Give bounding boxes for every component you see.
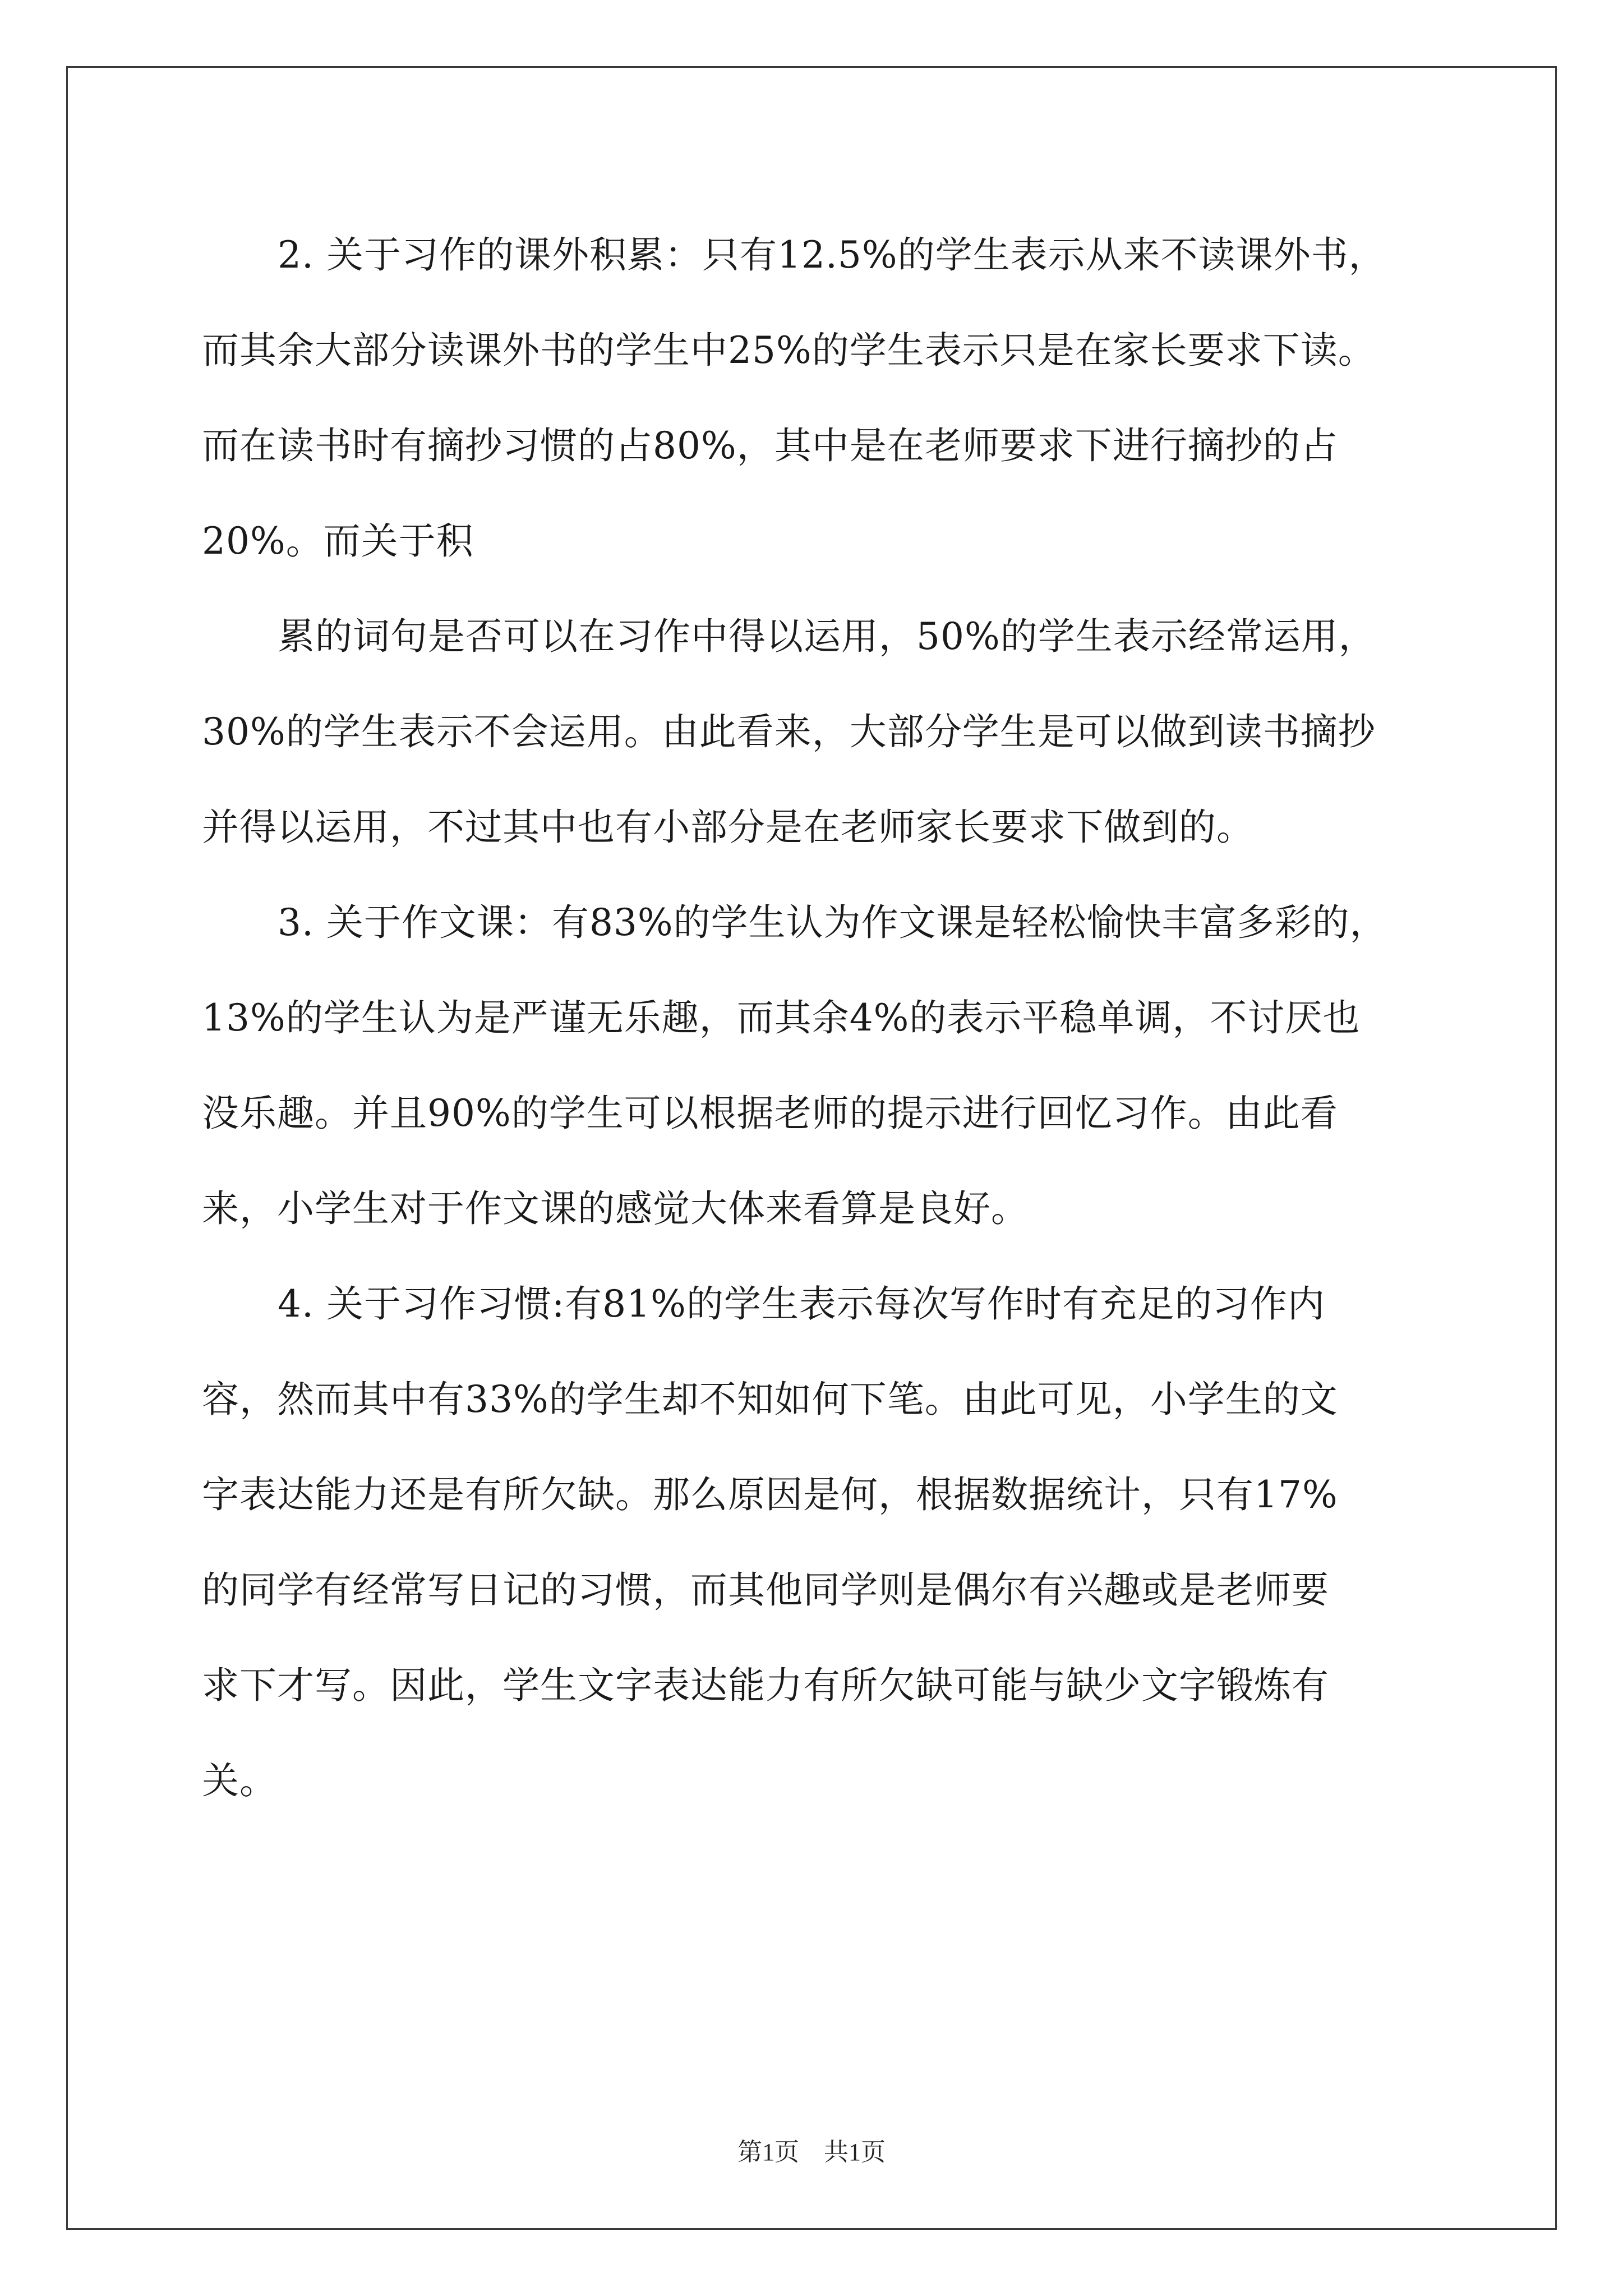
paragraph-2b-line-2: 30%的学生表示不会运用。由此看来，大部分学生是可以做到读书摘抄 <box>202 710 1376 753</box>
paragraph-2b-line-3: 并得以运用，不过其中也有小部分是在老师家长要求下做到的。 <box>202 806 1254 849</box>
page-number-footer: 第1页 共1页 <box>737 2138 886 2166</box>
paragraph-2-line-3: 而在读书时有摘抄习惯的占80%，其中是在老师要求下进行摘抄的占 <box>202 424 1338 467</box>
paragraph-3-line-3: 没乐趣。并且90%的学生可以根据老师的提示进行回忆习作。由此看 <box>202 1092 1338 1135</box>
paragraph-2b-line-1: 累的词句是否可以在习作中得以运用，50%的学生表示经常运用， <box>278 615 1376 658</box>
paragraph-2-line-2: 而其余大部分读课外书的学生中25%的学生表示只是在家长要求下读。 <box>202 329 1376 372</box>
document-body <box>202 208 1436 1829</box>
paragraph-3-line-2: 13%的学生认为是严谨无乐趣，而其余4%的表示平稳单调，不讨厌也 <box>202 996 1361 1039</box>
paragraph-4-line-1: 4. 关于习作习惯:有81%的学生表示每次写作时有充足的习作内 <box>278 1282 1325 1326</box>
paragraph-4-line-4: 的同学有经常写日记的习惯，而其他同学则是偶尔有兴趣或是老师要 <box>202 1568 1329 1612</box>
paragraph-2-line-4: 20%。而关于积 <box>202 519 474 563</box>
paragraph-4-line-3: 字表达能力还是有所欠缺。那么原因是何，根据数据统计，只有17% <box>202 1473 1338 1516</box>
paragraph-4-line-2: 容，然而其中有33%的学生却不知如何下笔。由此可见，小学生的文 <box>202 1378 1338 1421</box>
paragraph-4-line-6: 关。 <box>202 1759 277 1802</box>
paragraph-2-line-1: 2. 关于习作的课外积累：只有12.5%的学生表示从来不读课外书， <box>278 233 1386 277</box>
paragraph-3-line-1: 3. 关于作文课：有83%的学生认为作文课是轻松愉快丰富多彩的， <box>278 901 1387 944</box>
paragraph-4-line-5: 求下才写。因此，学生文字表达能力有所欠缺可能与缺少文字锻炼有 <box>202 1664 1329 1707</box>
paragraph-3-line-4: 来，小学生对于作文课的感觉大体来看算是良好。 <box>202 1187 1029 1230</box>
